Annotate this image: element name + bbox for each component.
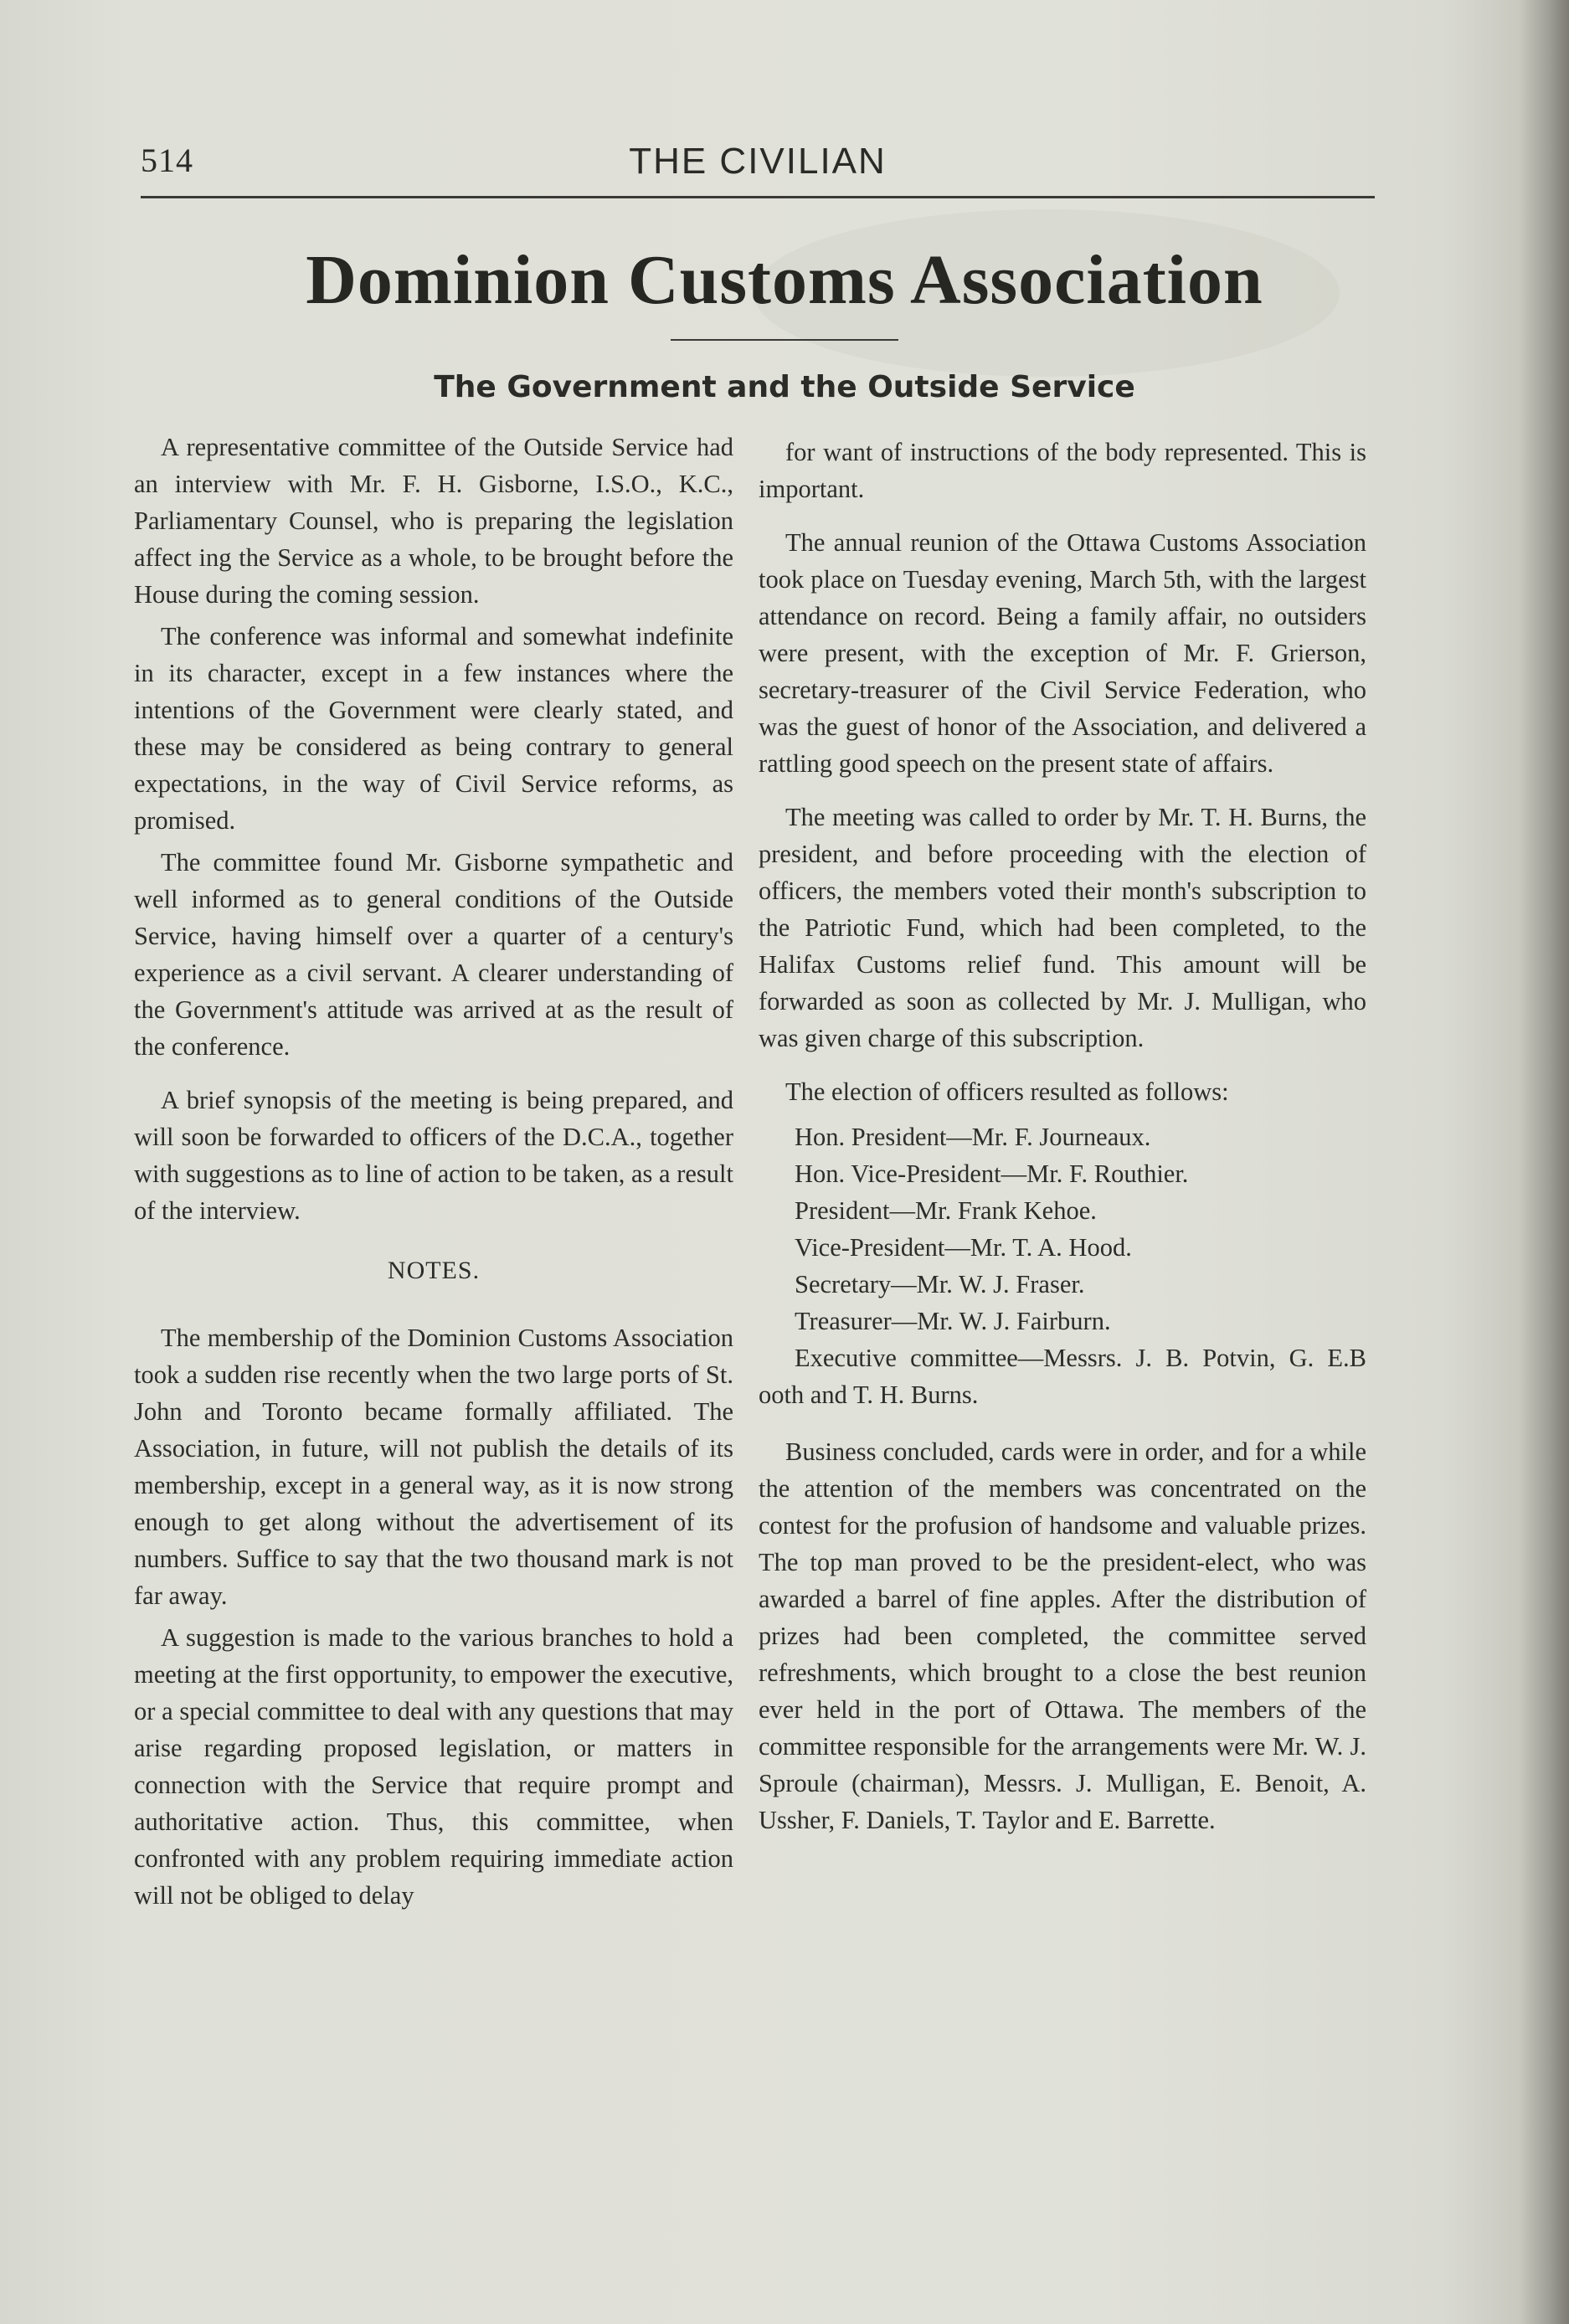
officers-list	[759, 1118, 1366, 1413]
paragraph: A representative committee of the Outside Service had an interview with Mr. F. H. Gisborne, I.S.O., K.C., Parliamentary Counsel, who is preparing the legislation affect ing the Service as a whole, to be brought before the House during the coming session.	[134, 433, 733, 609]
officer-entry: Executive committee—Messrs. J. B. Potvin, G. E.B ooth and T. H. Burns.	[759, 1344, 1366, 1409]
officer-entry: President—Mr. Frank Kehoe.	[795, 1196, 1097, 1225]
page-spine-shadow	[1519, 0, 1569, 2324]
article-subtitle: The Government and the Outside Service	[434, 370, 1135, 404]
paragraph: The committee found Mr. Gisborne sympathetic and well informed as to general conditions of the Outside Service, having himself over a quarter of a century's experience as a civil servant. A clearer understanding of the Government's attitude was arrived at as the result of the conference.	[134, 848, 733, 1061]
page-header	[141, 141, 1375, 191]
article-title: Dominion Customs Association	[306, 241, 1263, 319]
left-column	[134, 429, 733, 1919]
right-column	[759, 434, 1366, 1843]
officer-entry: Vice-President—Mr. T. A. Hood.	[795, 1233, 1132, 1262]
paragraph: A brief synopsis of the meeting is being prepared, and will soon be forwarded to officers of the D.C.A., together with suggestions as to line of action to be taken, as a result of the interview.	[134, 1086, 733, 1225]
paragraph: Business concluded, cards were in order, and for a while the attention of the members was concentrated on the contest for the profusion of handsome and valuable prizes. The top man proved to be the president-elect, who was awarded a barrel of fine apples. After the distribution of prizes had been completed, the committee served refreshments, which brought to a close the best reunion ever held in the port of Ottawa. The members of the committee responsible for the arrangements were Mr. W. J. Sproule (chairman), Messrs. J. Mulligan, E. Benoit, A. Ussher, F. Daniels, T. Taylor and E. Barrette.	[759, 1437, 1366, 1834]
header-rule	[141, 196, 1375, 198]
paragraph: The election of officers resulted as follows:	[785, 1077, 1229, 1106]
running-head: THE CIVILIAN	[629, 141, 887, 182]
officer-entry: Secretary—Mr. W. J. Fraser.	[795, 1270, 1085, 1298]
title-rule	[671, 339, 898, 341]
officer-entry: Hon. President—Mr. F. Journeaux.	[795, 1123, 1151, 1151]
paragraph: for want of instructions of the body represented. This is important.	[759, 438, 1366, 503]
officer-entry: Hon. Vice-President—Mr. F. Routhier.	[795, 1159, 1189, 1188]
officer-entry: Treasurer—Mr. W. J. Fairburn.	[795, 1307, 1111, 1335]
paragraph: The membership of the Dominion Customs Association took a sudden rise recently when the two large ports of St. John and Toronto became formally affiliated. The Association, in future, will not publish the details of its membership, except in a general way, as it is now strong enough to get along without the advertisement of its numbers. Suffice to say that the two thousand mark is not far away.	[134, 1324, 733, 1610]
notes-heading: NOTES.	[387, 1257, 481, 1284]
paragraph: A suggestion is made to the various branches to hold a meeting at the first opportunity, to empower the executive, or a special committee to deal with any questions that may arise regarding proposed legislation, or matters in connection with the Service that require prompt and authoritative action. Thus, this committee, when confronted with any problem requiring immediate action will not be obliged to delay	[134, 1623, 733, 1910]
paragraph: The meeting was called to order by Mr. T. H. Burns, the president, and before proceeding with the election of officers, the members voted their month's subscription to the Patriotic Fund, which had been completed, to the Halifax Customs relief fund. This amount will be forwarded as soon as collected by Mr. J. Mulligan, who was given charge of this subscription.	[759, 803, 1366, 1052]
page-number: 514	[141, 141, 193, 179]
paragraph: The conference was informal and somewhat indefinite in its character, except in a few instances where the intentions of the Government were clearly stated, and these may be considered as being contrary to general expectations, in the way of Civil Service reforms, as promised.	[134, 622, 733, 835]
paragraph: The annual reunion of the Ottawa Customs Association took place on Tuesday evening, March 5th, with the largest attendance on record. Being a family affair, no outsiders were present, with the exception of Mr. F. Grierson, secretary-treasurer of the Civil Service Federation, who was the guest of honor of the Association, and delivered a rattling good speech on the present state of affairs.	[759, 528, 1366, 778]
